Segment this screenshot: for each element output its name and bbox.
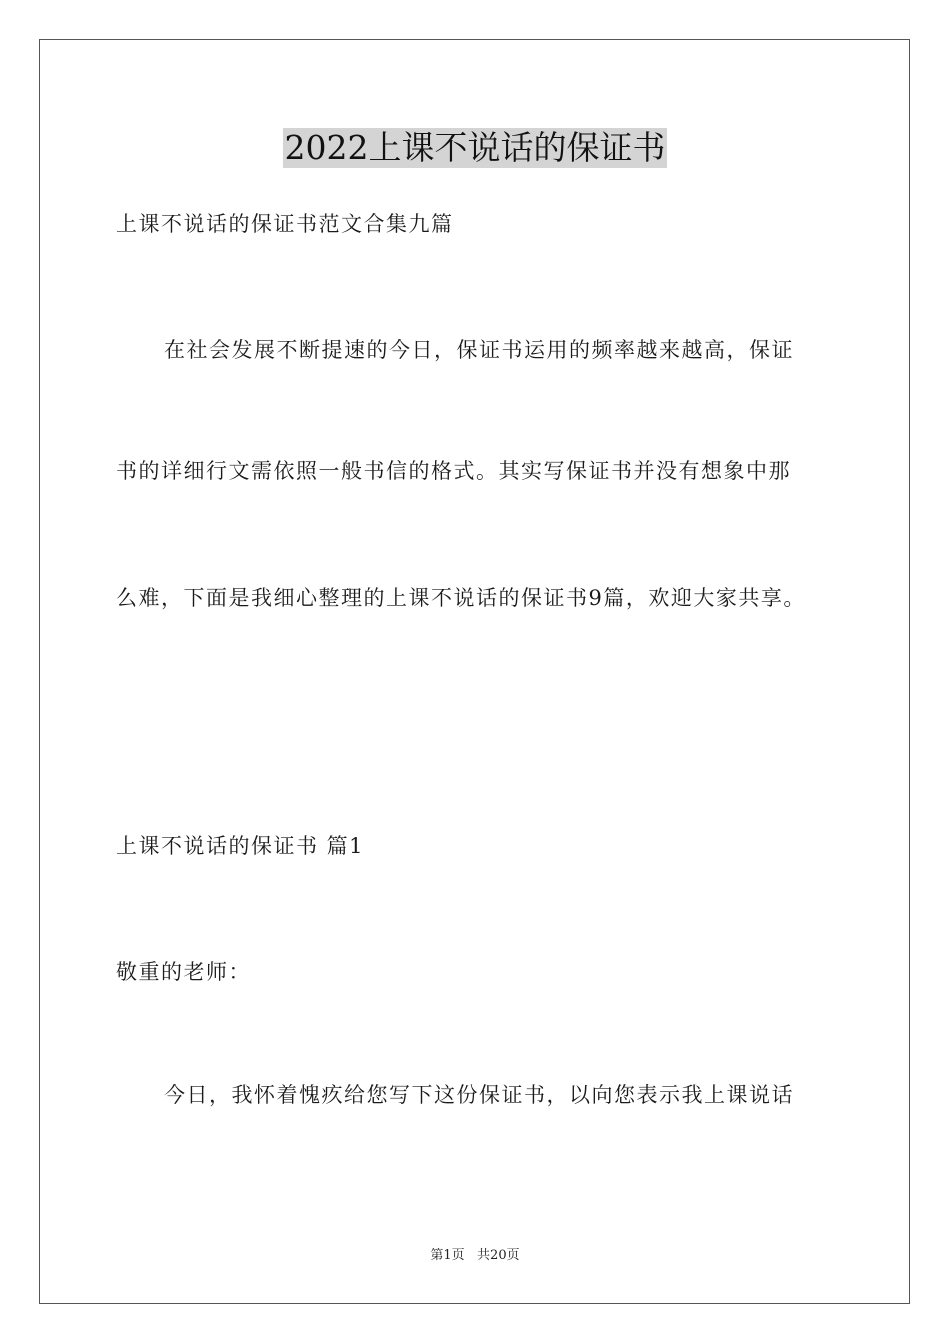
document-title: 2022上课不说话的保证书 [284, 128, 666, 167]
document-subtitle: 上课不说话的保证书范文合集九篇 [116, 212, 454, 236]
page-number: 第1页 共20页 [430, 1248, 520, 1263]
title-container [0, 128, 950, 168]
salutation: 敬重的老师： [116, 960, 251, 984]
intro-line-3: 么难，下面是我细心整理的上课不说话的保证书9篇，欢迎大家共享。 [116, 586, 806, 610]
intro-line-1: 在社会发展不断提速的今日，保证书运用的频率越来越高，保证 [164, 338, 794, 362]
intro-line-2: 书的详细行文需依照一般书信的格式。其实写保证书并没有想象中那 [116, 459, 791, 483]
body-line-1: 今日，我怀着愧疚给您写下这份保证书，以向您表示我上课说话 [164, 1083, 794, 1107]
section-heading: 上课不说话的保证书 篇1 [116, 834, 365, 858]
